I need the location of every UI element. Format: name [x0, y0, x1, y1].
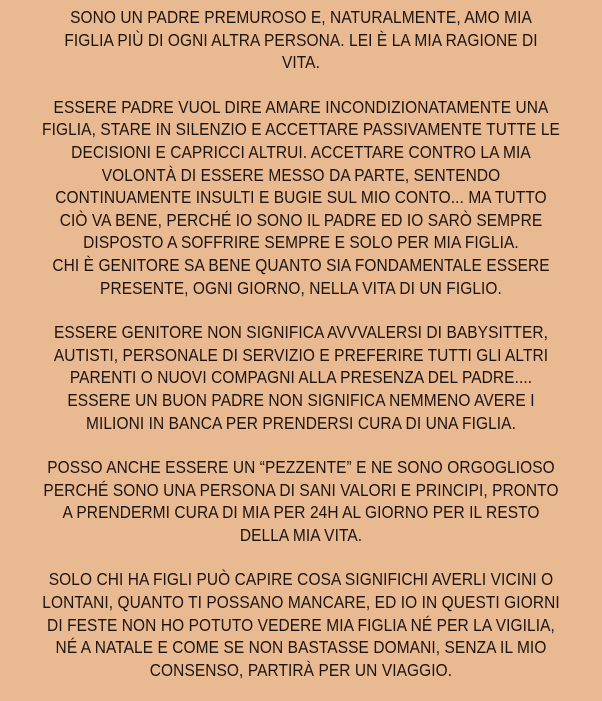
text-line: FIGLIA, STARE IN SILENZIO E ACCETTARE PASSIVAMENTE TUTTE LE — [42, 119, 560, 140]
text-line: CIÒ VA BENE, PERCHÉ IO SONO IL PADRE ED IO SARÒ SEMPRE — [59, 209, 543, 230]
text-line: DECISIONI E CAPRICCI ALTRUI. ACCETTARE CONTRO LA MIA — [71, 141, 531, 162]
text-line: DISPOSTO A SOFFRIRE SEMPRE E SOLO PER MIA FIGLIA. — [83, 232, 519, 253]
text-line: POSSO ANCHE ESSERE UN “PEZZENTE” E NE SONO ORGOGLIOSO — [47, 457, 555, 478]
text-line: FIGLIA PIÙ DI OGNI ALTRA PERSONA. LEI È LA MIA RAGIONE DI — [64, 29, 538, 50]
text-line: ESSERE GENITORE NON SIGNIFICA AVVVALERSI DI BABYSITTER, — [53, 322, 549, 343]
paragraph-5 — [10, 568, 592, 681]
text-line: DELLA MIA VITA. — [239, 524, 363, 545]
text-line: CONTINUAMENTE INSULTI E BUGIE SUL MIO CONTO... MA TUTTO — [55, 187, 547, 208]
paragraph-1 — [10, 6, 592, 74]
paragraph-2 — [10, 96, 592, 299]
text-line: CHI È GENITORE SA BENE QUANTO SIA FONDAMENTALE ESSERE — [52, 254, 550, 275]
text-line: VOLONTÀ DI ESSERE MESSO DA PARTE, SENTENDO — [101, 164, 501, 185]
text-line: LONTANI, QUANTO TI POSSANO MANCARE, ED IO IN QUESTI GIORNI — [42, 592, 560, 613]
paragraph-4 — [10, 456, 592, 546]
text-line: MILIONI IN BANCA PER PRENDERSI CURA DI UNA FIGLIA. — [85, 412, 516, 433]
text-line: A PRENDERMI CURA DI MIA PER 24H AL GIORNO PER IL RESTO — [62, 502, 540, 523]
text-line: PERCHÉ SONO UNA PERSONA DI SANI VALORI E PRINCIPI, PRONTO — [43, 479, 559, 500]
text-line: ESSERE PADRE VUOL DIRE AMARE INCONDIZIONATAMENTE UNA — [53, 96, 549, 117]
text-line: DI FESTE NON HO POTUTO VEDERE MIA FIGLIA NÉ PER LA VIGILIA, — [47, 614, 555, 635]
text-line: CONSENSO, PARTIRÀ PER UN VIAGGIO. — [149, 659, 453, 680]
paragraph-3 — [10, 321, 592, 434]
text-line: PRESENTE, OGNI GIORNO, NELLA VITA DI UN FIGLIO. — [100, 277, 502, 298]
text-line: AUTISTI, PERSONALE DI SERVIZIO E PREFERIRE TUTTI GLI ALTRI — [53, 344, 549, 365]
text-line: ESSERE UN BUON PADRE NON SIGNIFICA NEMMENO AVERE I — [67, 389, 535, 410]
text-line: NÉ A NATALE E COME SE NON BASTASSE DOMANI, SENZA IL MIO — [55, 637, 547, 658]
text-line: SONO UN PADRE PREMUROSO E, NATURALMENTE, AMO MIA — [70, 7, 532, 27]
text-line: SOLO CHI HA FIGLI PUÒ CAPIRE COSA SIGNIFICHI AVERLI VICINI O — [48, 569, 554, 590]
text-line: VITA. — [282, 52, 320, 73]
text-line: PARENTI O NUOVI COMPAGNI ALLA PRESENZA DEL PADRE.... — [69, 367, 533, 388]
